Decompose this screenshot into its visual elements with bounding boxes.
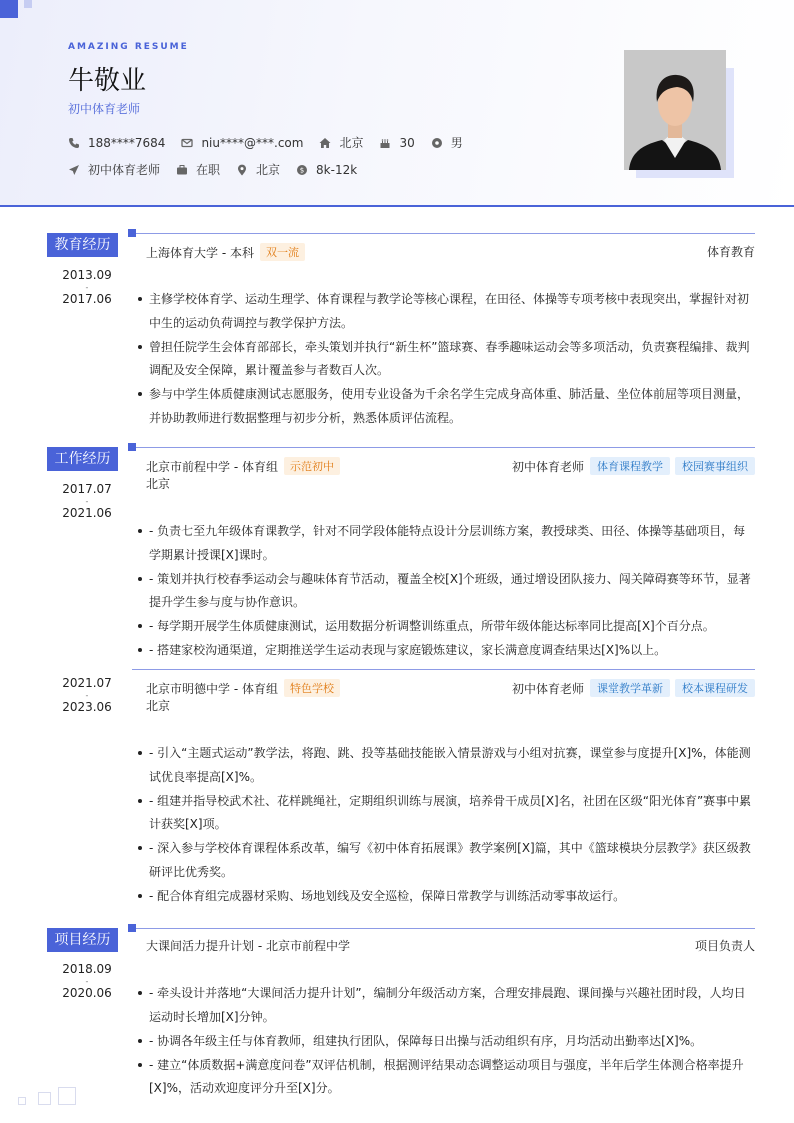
send-icon — [68, 164, 80, 176]
list-item: - 组建并指导校武术社、花样跳绳社，定期组织训练与展演，培养骨干成员[X]名，社团在区级“阳光体育”赛事中累计获奖[X]项。 — [136, 790, 752, 837]
target-city-text: 北京 — [256, 163, 281, 177]
phone-info — [68, 136, 165, 150]
education-tag: 双一流 — [260, 243, 305, 261]
footer-square-decoration — [18, 1097, 26, 1105]
list-item: 曾担任院学生会体育部部长，牵头策划并执行“新生杯”篮球赛、春季趣味运动会等多项活动，负责赛程编排、裁判调配及安全保障，累计覆盖参与者数百人次。 — [136, 336, 752, 383]
candidate-title: 初中体育老师 — [68, 102, 141, 116]
portrait-illustration — [624, 50, 726, 170]
job1-skill-tag: 体育课程教学 — [590, 457, 670, 475]
phone-text: 188****7684 — [88, 135, 166, 150]
list-item: 参与中学生体质健康测试志愿服务，使用专业设备为千余名学生完成身高体重、肺活量、坐位体前屈等项目测量，并协助教师进行数据整理与初步分析，熟悉体质评估流程。 — [136, 383, 752, 430]
work-section-label: 工作经历 — [47, 447, 118, 471]
job2-date-separator: - — [85, 691, 89, 700]
education-bullets — [136, 288, 752, 431]
project-section-marker — [128, 924, 136, 932]
list-item: - 深入参与学校体育课程体系改革，编写《初中体育拓展课》教学案例[X]篇，其中《篮球模块分层教学》获区级教研评比优秀奖。 — [136, 837, 752, 884]
job1-date-separator: - — [85, 497, 89, 506]
age-info — [379, 136, 414, 150]
job2-location: 北京 — [146, 699, 171, 713]
list-item: - 牵头设计并落地“大课间活力提升计划”，编制分年级活动方案，合理安排晨跑、课间操与兴趣社团时段，人均日运动时长增加[X]分钟。 — [136, 982, 752, 1029]
job1-role-line — [512, 457, 755, 475]
education-section-marker — [128, 229, 136, 237]
contact-row — [68, 134, 479, 151]
job2-skill-tag: 校本课程研发 — [675, 679, 755, 697]
gender-info — [431, 134, 463, 151]
corner-decoration — [0, 0, 18, 18]
project-end-date: 2020.06 — [62, 986, 112, 1000]
salary-icon — [296, 164, 308, 176]
project-name-line — [146, 937, 350, 954]
education-school-line — [146, 243, 305, 261]
footer-square-decoration — [38, 1092, 51, 1105]
project-start-date: 2018.09 — [62, 962, 112, 976]
education-major-text: 体育教育 — [706, 245, 755, 259]
tagline: AMAZING RESUME — [68, 42, 189, 52]
job2-org-line — [146, 679, 340, 697]
job2-role: 初中体育老师 — [511, 681, 584, 696]
target-city-info — [236, 161, 280, 178]
target-position-text: 初中体育老师 — [88, 163, 161, 177]
job1-skill-tag: 校园赛事组织 — [675, 457, 755, 475]
job-separator — [132, 669, 755, 670]
corner-decoration-small — [24, 0, 32, 8]
job1-start-date: 2017.07 — [62, 482, 112, 496]
job-intent-row — [68, 161, 373, 178]
list-item: 主修学校体育学、运动生理学、体育课程与教学论等核心课程，在田径、体操等专项考核中表现突出，掌握针对初中生的运动负荷调控与教学保护方法。 — [136, 288, 752, 335]
project-bullets — [136, 982, 752, 1101]
header-divider — [0, 205, 794, 207]
email-info — [181, 136, 303, 150]
job2-tag: 特色学校 — [284, 679, 340, 697]
list-item: - 配合体育组完成器材采购、场地划线及安全巡检，保障日常教学与训练活动零事故运行。 — [136, 885, 752, 909]
job1-bullets — [136, 520, 752, 663]
list-item: - 负责七至九年级体育课教学，针对不同学段体能特点设计分层训练方案，教授球类、田径、体操等基础项目，每学期累计授课[X]课时。 — [136, 520, 752, 567]
location-pin-icon — [236, 164, 248, 176]
email-text: niu****@***.com — [201, 135, 304, 150]
work-section-marker — [128, 443, 136, 451]
job2-end-date: 2023.06 — [62, 700, 112, 714]
city-info — [319, 134, 363, 151]
work-section-rule — [136, 447, 755, 448]
education-end-date: 2017.06 — [62, 292, 112, 306]
job2-role-line — [512, 679, 755, 697]
candidate-name: 牛敬业 — [68, 66, 147, 96]
list-item: - 建立“体质数据+满意度问卷”双评估机制，根据测评结果动态调整运动项目与强度，半年后学生体测合格率提升[X]%，活动欢迎度评分升至[X]分。 — [136, 1054, 752, 1101]
education-school: 上海体育大学 - 本科 — [146, 245, 254, 260]
footer-square-decoration — [58, 1087, 76, 1105]
project-role: 项目负责人 — [694, 939, 755, 953]
status-text: 在职 — [196, 163, 221, 177]
list-item: - 搭建家校沟通渠道，定期推送学生运动表现与家庭锻炼建议，家长满意度调查结果达[X]%以上。 — [136, 639, 752, 663]
city-text: 北京 — [339, 136, 364, 150]
job2-skill-tag: 课堂教学革新 — [590, 679, 670, 697]
education-date-separator: - — [85, 283, 89, 292]
job1-location: 北京 — [146, 477, 171, 491]
job2-bullets — [136, 742, 752, 909]
job2-org: 北京市明德中学 - 体育组 — [146, 681, 278, 696]
project-date-separator: - — [85, 977, 89, 986]
status-info — [176, 161, 220, 178]
project-section-label: 项目经历 — [47, 928, 118, 952]
gender-text: 男 — [450, 136, 463, 150]
education-section-rule — [136, 233, 755, 234]
home-icon — [319, 137, 331, 149]
cake-icon — [379, 137, 391, 149]
salary-text: 8k-12k — [316, 162, 358, 177]
education-major — [707, 243, 755, 260]
job1-role: 初中体育老师 — [511, 459, 584, 474]
profile-photo — [624, 50, 726, 170]
salary-info — [296, 163, 357, 177]
job1-tag: 示范初中 — [284, 457, 340, 475]
project-role-line — [695, 937, 755, 954]
gender-icon — [431, 137, 443, 149]
phone-icon — [68, 137, 80, 149]
list-item: - 策划并执行校春季运动会与趣味体育节活动，覆盖全校[X]个班级，通过增设团队接力、闯关障碍赛等环节，显著提升学生参与度与协作意识。 — [136, 568, 752, 615]
project-name: 大课间活力提升计划 - 北京市前程中学 — [146, 939, 350, 953]
svg-text:$: $ — [299, 166, 305, 175]
education-section-label: 教育经历 — [47, 233, 118, 257]
job1-org: 北京市前程中学 - 体育组 — [146, 459, 278, 474]
mail-icon — [181, 137, 193, 149]
age-text: 30 — [399, 135, 415, 150]
briefcase-icon — [176, 164, 188, 176]
target-position-info — [68, 161, 160, 178]
project-section-rule — [136, 928, 755, 929]
job2-start-date: 2021.07 — [62, 676, 112, 690]
list-item: - 协调各年级主任与体育教师，组建执行团队，保障每日出操与活动组织有序，月均活动出勤率达[X]%。 — [136, 1030, 752, 1054]
list-item: - 每学期开展学生体质健康测试，运用数据分析调整训练重点，所带年级体能达标率同比提高[X]个百分点。 — [136, 615, 752, 639]
list-item: - 引入“主题式运动”教学法，将跑、跳、投等基础技能嵌入情景游戏与小组对抗赛，课堂参与度提升[X]%，体能测试优良率提高[X]%。 — [136, 742, 752, 789]
job1-org-line — [146, 457, 340, 475]
job1-end-date: 2021.06 — [62, 506, 112, 520]
education-start-date: 2013.09 — [62, 268, 112, 282]
